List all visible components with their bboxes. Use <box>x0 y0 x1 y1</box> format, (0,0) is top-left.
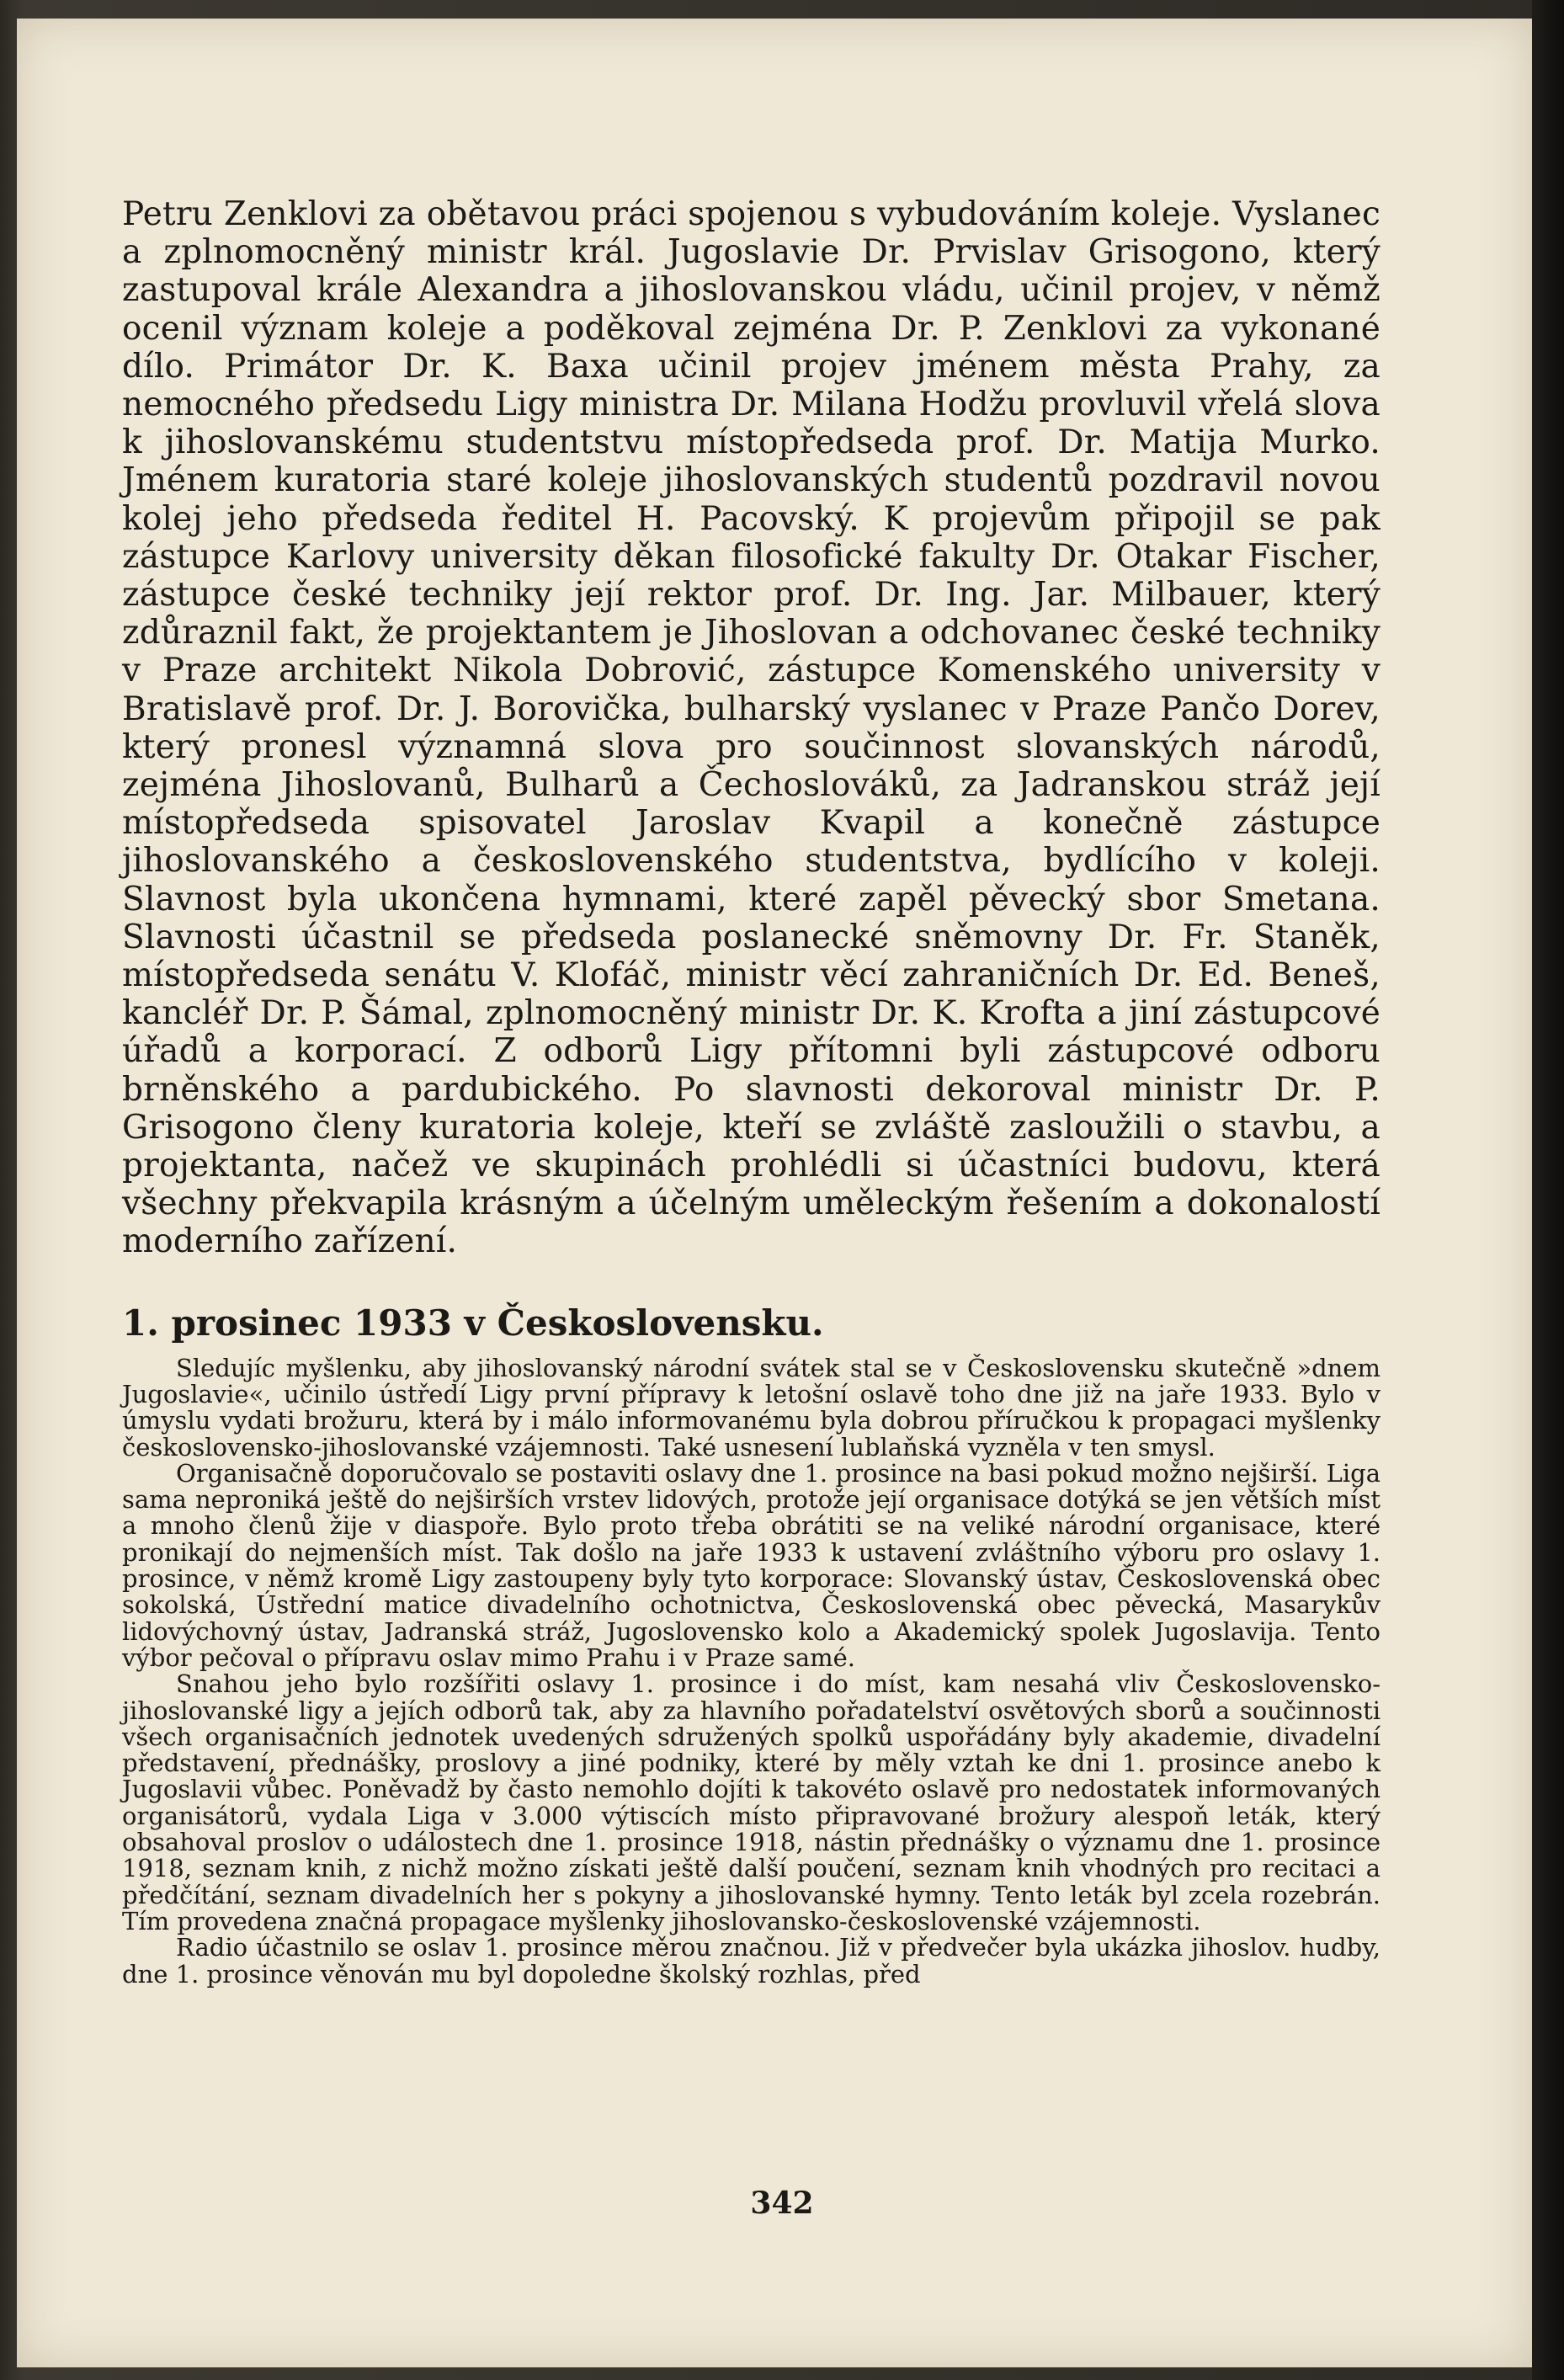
section-body <box>122 1355 1380 1988</box>
main-text-block <box>122 195 1380 1261</box>
body-paragraph: Organisačně doporučovalo se postaviti oslavy dne 1. prosince na basi pokud možno nejširší. Liga sama nepronіká ještě do nejširších vrstev lidových, protože její organisace dotýká se jen větších míst a mnoho členů žije v diaspoře. Bylo proto třeba obrátiti se na veliké národní organisace, které pronikají do nejmenších míst. Tak došlo na jaře 1933 k ustavení zvláštního výboru pro oslavy 1. prosince, v němž kromě Ligy zastoupeny byly tyto korporace: Slovanský ústav, Československá obec sokolská, Ústřední matice divadelního ochotnictva, Československá obec pěvecká, Masarykův lidovýchovný ústav, Jadranská stráž, Jugoslovensko kolo a Akademický spolek Jugoslavija. Tento výbor pečoval o přípravu oslav mimo Prahu i v Praze samé. <box>122 1458 1380 1672</box>
page-number: 342 <box>750 2186 814 2221</box>
main-paragraph: Petru Zenklovi za obětavou práci spojenou s vybudováním koleje. Vyslanec a zplnomocněný ministr král. Jugoslavie Dr. Prvislav Grisogono, který zastupoval krále Alexandra a jihoslovanskou vládu, učinil projev, v němž ocenil význam koleje a poděkoval zejména Dr. P. Zenklovi za vykonané dílo. Primátor Dr. K. Baxa učinil projev jménem města Prahy, za nemocného předsedu Ligy ministra Dr. Milana Hodžu provluvil vřelá slova k jihoslovanskému studentstvu místopředseda prof. Dr. Matija Murko. Jménem kuratoria staré koleje jihoslovanských studentů pozdravil novou kolej jeho předseda ředitel H. Pacovský. K projevům připojil se pak zástupce Karlovy university děkan filosofické fakulty Dr. Otakar Fischer, zástupce české techniky její rektor prof. Dr. Ing. Jar. Milbauer, který zdůraznil fakt, že projektantem je Jihoslovan a odchovanec české techniky v Praze architekt Nikola Dobrović, zástupce Komenského university v Bratislavě prof. Dr. J. Borovička, bulharský vyslanec v Praze Pančo Dorev, který pronesl významná slova pro součinnost slovanských národů, zejména Jihoslovanů, Bulharů a Čechoslováků, za Jadranskou stráž její místopředseda spisovatel Jaroslav Kvapil a konečně zástupce jihoslovanského a československého studentstva, bydlícího v koleji. Slavnost byla ukončena hymnami, které zapěl pěvecký sbor Smetana. Slavnosti účastnil se předseda poslanecké sněmovny Dr. Fr. Staněk, místopředseda senátu V. Klofáč, ministr věcí zahraničních Dr. Ed. Beneš, kancléř Dr. P. Šámal, zplnomocněný ministr Dr. K. Krofta a jiní zástupcové úřadů a korporací. Z odborů Ligy přítomni byli zástupcové odboru brněnského a pardubického. Po slavnosti dekoroval ministr Dr. P. Grisogono členy kuratoria koleje, kteří se zvláště zasloužili o stavbu, a projektanta, načež ve skupinách prohlédli si účastníci budovu, která všechny překvapila krásným a účelným uměleckým řešením a dokonalostí moderního zařízení. <box>122 195 1380 1261</box>
page-edge-shadow <box>1532 0 1564 2380</box>
body-paragraph: Radio účastnilo se oslav 1. prosince měrou značnou. Již v předvečer byla ukázka jihoslov. hudby, dne 1. prosince věnován mu byl dopoledne školský rozhlas, před <box>122 1933 1380 1989</box>
page-content <box>122 195 1380 1988</box>
body-paragraph: Sledujíc myšlenku, aby jihoslovanský národní svátek stal se v Československu skutečně »dnem Jugoslavie«, učinilo ústředí Ligy první přípravy k letošní oslavě toho dne již na jaře 1933. Bylo v úmyslu vydati brožuru, která by i málo informovanému byla dobrou příručkou k propagaci myšlenky československo-jihoslovanské vzájemnosti. Také usnesení lublaňská vyzněla v ten smysl. <box>122 1353 1380 1462</box>
body-paragraph: Snahou jeho bylo rozšířiti oslavy 1. prosince i do míst, kam nesahá vliv Československo-jihoslovanské ligy a jejích odborů tak, aby za hlavního pořadatelství osvětových sborů a součinnosti všech organisačních jednotek uvedených sdružených spolků uspořádány byly akademie, divadelní představení, přednášky, proslovy a jiné podniky, které by měly vztah ke dni 1. prosince anebo k Jugoslavii vůbec. Poněvadž by často nemohlo dojíti k takovéto oslavě pro nedostatek informovaných organisátorů, vydala Liga v 3.000 výtiscích místo připravované brožury alespoň leták, který obsahoval proslov o událostech dne 1. prosince 1918, nástin přednášky o významu dne 1. prosince 1918, seznam knih, z nichž možno získati ještě další poučení, seznam knih vhodných pro recitaci a předčítání, seznam divadelních her s pokyny a jihoslovanské hymny. Tento leták byl zcela rozebrán. Tím provedena značná propagace myšlenky jihoslovansko-československé vzájemnosti. <box>122 1669 1380 1935</box>
section-heading: 1. prosinec 1933 v Československu. <box>122 1302 824 1344</box>
